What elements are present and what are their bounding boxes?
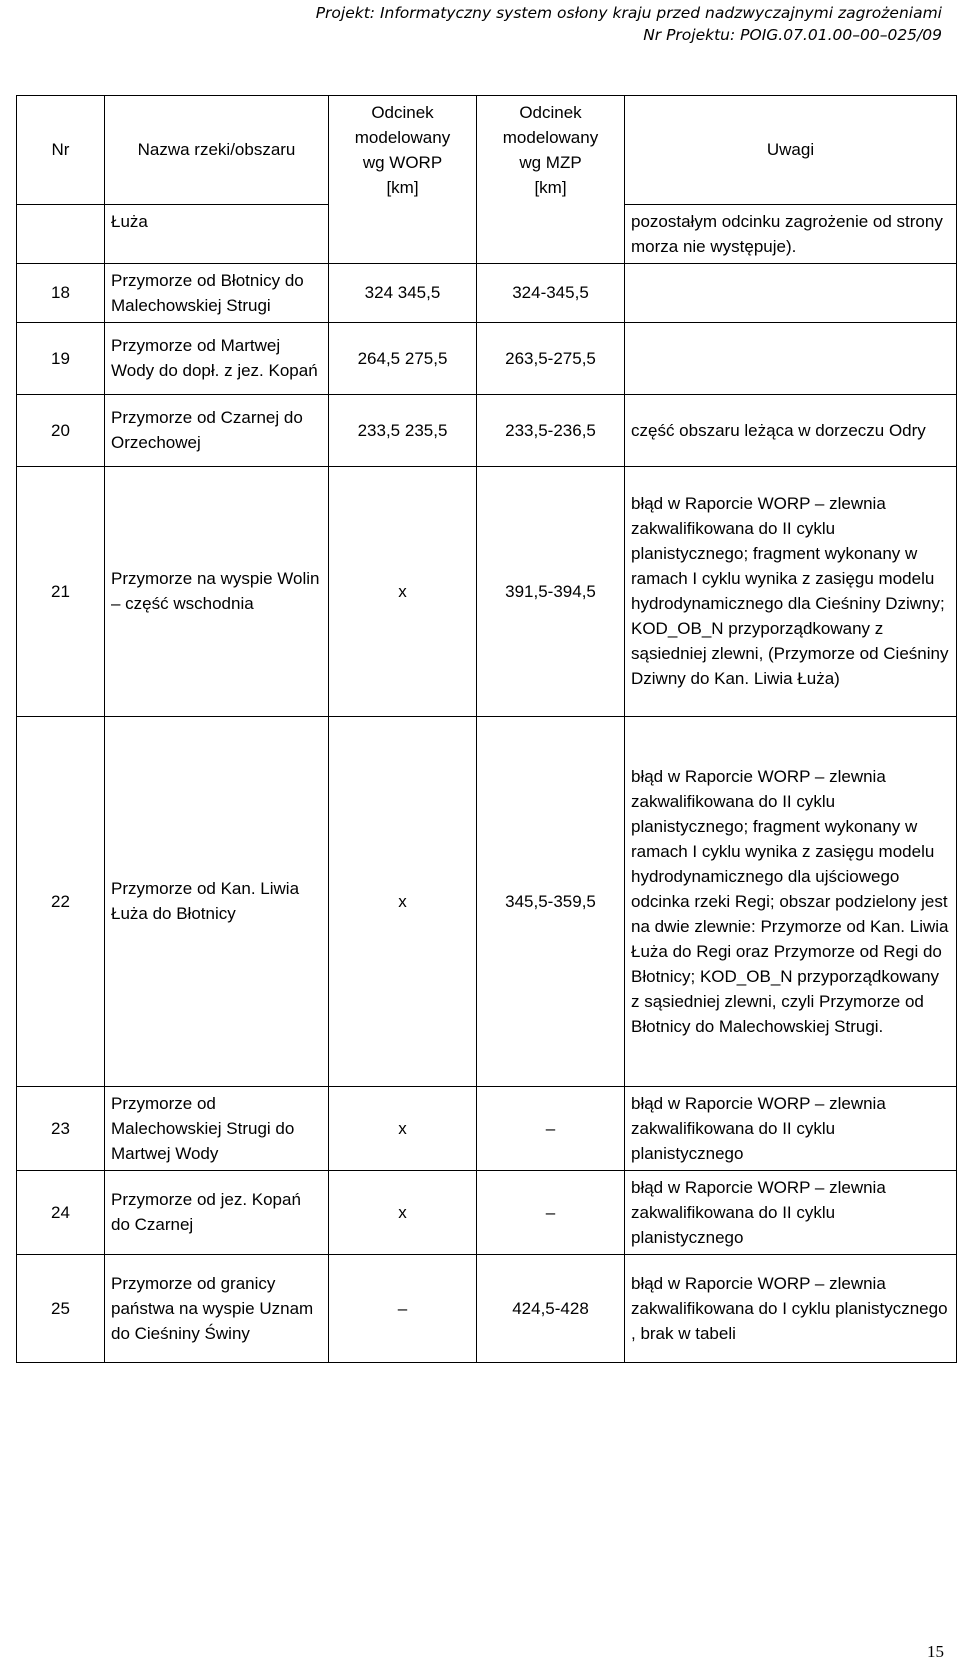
row-name: Przymorze od Martwej Wody do dopł. z jez. Kopań bbox=[105, 322, 329, 394]
row-mzp: – bbox=[477, 1170, 625, 1254]
table-row bbox=[17, 322, 957, 394]
row-worp: x bbox=[329, 466, 477, 716]
row-nr: 19 bbox=[17, 322, 105, 394]
header-nr: Nr bbox=[17, 96, 105, 205]
row-mzp: 324-345,5 bbox=[477, 263, 625, 322]
row-name: Przymorze od jez. Kopań do Czarnej bbox=[105, 1170, 329, 1254]
row-nr: 25 bbox=[17, 1254, 105, 1362]
row-name: Przymorze od Malechowskiej Strugi do Martwej Wody bbox=[105, 1086, 329, 1170]
row-nr: 18 bbox=[17, 263, 105, 322]
project-number: Nr Projektu: POIG.07.01.00–00–025/09 bbox=[643, 26, 942, 44]
table-row bbox=[17, 466, 957, 716]
row-uwagi: część obszaru leżąca w dorzeczu Odry bbox=[625, 394, 957, 466]
row-name: Przymorze na wyspie Wolin – część wschodnia bbox=[105, 466, 329, 716]
header-worp bbox=[329, 96, 477, 205]
header-mzp-line3: wg MZP bbox=[519, 153, 582, 172]
carry-mzp bbox=[477, 204, 625, 263]
carry-name: Łuża bbox=[105, 204, 329, 263]
row-worp: 264,5 275,5 bbox=[329, 322, 477, 394]
row-nr: 24 bbox=[17, 1170, 105, 1254]
header-name: Nazwa rzeki/obszaru bbox=[105, 96, 329, 205]
header-worp-line1: Odcinek bbox=[371, 103, 434, 122]
row-mzp: 391,5-394,5 bbox=[477, 466, 625, 716]
row-uwagi bbox=[625, 263, 957, 322]
page-number: 15 bbox=[927, 1642, 944, 1661]
row-mzp: 233,5-236,5 bbox=[477, 394, 625, 466]
project-header bbox=[316, 2, 942, 46]
table-header-row bbox=[17, 96, 957, 205]
carry-over-row bbox=[17, 204, 957, 263]
table-row bbox=[17, 1254, 957, 1362]
row-nr: 21 bbox=[17, 466, 105, 716]
header-worp-line4: [km] bbox=[386, 178, 419, 197]
row-name: Przymorze od Błotnicy do Malechowskiej Strugi bbox=[105, 263, 329, 322]
row-mzp: 263,5-275,5 bbox=[477, 322, 625, 394]
table-row bbox=[17, 1086, 957, 1170]
row-uwagi: błąd w Raporcie WORP – zlewnia zakwalifikowana do I cyklu planistycznego , brak w tabeli bbox=[625, 1254, 957, 1362]
header-mzp-line2: modelowany bbox=[502, 128, 599, 147]
table-row bbox=[17, 394, 957, 466]
carry-nr bbox=[17, 204, 105, 263]
table-row bbox=[17, 716, 957, 1086]
row-worp: x bbox=[329, 1086, 477, 1170]
row-name: Przymorze od Czarnej do Orzechowej bbox=[105, 394, 329, 466]
project-title: Projekt: Informatyczny system osłony kraju przed nadzwyczajnymi zagrożeniami bbox=[315, 4, 942, 22]
row-nr: 22 bbox=[17, 716, 105, 1086]
row-worp: 324 345,5 bbox=[329, 263, 477, 322]
row-uwagi: błąd w Raporcie WORP – zlewnia zakwalifikowana do II cyklu planistycznego bbox=[625, 1170, 957, 1254]
carry-worp bbox=[329, 204, 477, 263]
row-mzp: 424,5-428 bbox=[477, 1254, 625, 1362]
row-nr: 23 bbox=[17, 1086, 105, 1170]
header-mzp-line4: [km] bbox=[534, 178, 567, 197]
row-worp: x bbox=[329, 1170, 477, 1254]
header-mzp bbox=[477, 96, 625, 205]
row-uwagi: błąd w Raporcie WORP – zlewnia zakwalifikowana do II cyklu planistycznego bbox=[625, 1086, 957, 1170]
row-uwagi: błąd w Raporcie WORP – zlewnia zakwalifikowana do II cyklu planistycznego; fragment wykonany w ramach I cyklu wynika z zasięgu modelu hydrodynamicznego dla ujściowego odcinka rzeki Regi; obszar podzielony jest na dwie zlewnie: Przymorze od Kan. Liwia Łuża do Regi oraz Przymorze od Regi do Błotnicy; KOD_OB_N przyporządkowany z sąsiedniej zlewni, czyli Przymorze od Błotnicy do Malechowskiej Strugi. bbox=[625, 716, 957, 1086]
row-worp: x bbox=[329, 716, 477, 1086]
header-uwagi: Uwagi bbox=[625, 96, 957, 205]
carry-uwagi: pozostałym odcinku zagrożenie od strony morza nie występuje). bbox=[625, 204, 957, 263]
row-worp: 233,5 235,5 bbox=[329, 394, 477, 466]
row-uwagi: błąd w Raporcie WORP – zlewnia zakwalifikowana do II cyklu planistycznego; fragment wykonany w ramach I cyklu wynika z zasięgu modelu hydrodynamicznego dla Cieśniny Dziwny; KOD_OB_N przyporządkowany z sąsiedniej zlewni, (Przymorze od Cieśniny Dziwny do Kan. Liwia Łuża) bbox=[625, 466, 957, 716]
row-nr: 20 bbox=[17, 394, 105, 466]
header-worp-line2: modelowany bbox=[354, 128, 451, 147]
river-sections-table bbox=[16, 95, 957, 1363]
header-mzp-line1: Odcinek bbox=[519, 103, 582, 122]
row-mzp: – bbox=[477, 1086, 625, 1170]
header-worp-line3: wg WORP bbox=[362, 153, 443, 172]
row-uwagi bbox=[625, 322, 957, 394]
row-mzp: 345,5-359,5 bbox=[477, 716, 625, 1086]
row-name: Przymorze od Kan. Liwia Łuża do Błotnicy bbox=[105, 716, 329, 1086]
row-name: Przymorze od granicy państwa na wyspie Uznam do Cieśniny Świny bbox=[105, 1254, 329, 1362]
row-worp: – bbox=[329, 1254, 477, 1362]
table-row bbox=[17, 263, 957, 322]
table-row bbox=[17, 1170, 957, 1254]
